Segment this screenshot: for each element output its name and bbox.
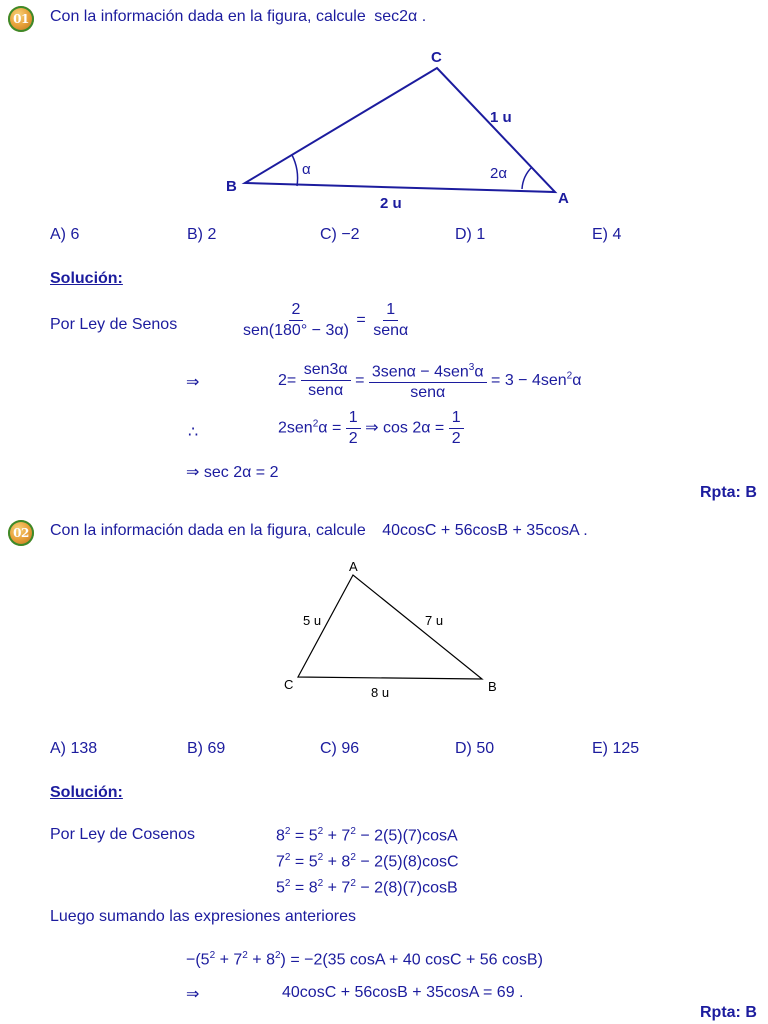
- cosine-equation-1: $8^2 = 5^2 + 7^2 - 2(5)(7)\cos A$: [276, 826, 458, 845]
- vertex-label-c: C: [284, 677, 294, 692]
- option-c[interactable]: C) −2: [320, 226, 360, 243]
- option-b[interactable]: B) 2: [187, 226, 217, 243]
- fraction: $\frac{1}{\text{senα}}$: [373, 301, 409, 339]
- side-label-cb: 8 u: [371, 685, 390, 700]
- problem-number-badge: [8, 520, 34, 546]
- angle-arc-a: [522, 167, 532, 189]
- option-e[interactable]: E) 4: [592, 226, 622, 243]
- answer-label: Rpta: B: [700, 1004, 757, 1021]
- side-label-ca: 1 u: [490, 109, 512, 126]
- therefore-symbol: ∴: [188, 424, 199, 441]
- side-label-ba: 2 u: [380, 195, 402, 212]
- cosine-equation-2: $7^2 = 5^2 + 8^2 - 2(5)(8)\cos C$: [276, 852, 459, 871]
- equation-line-1: $\frac{2}{\text{sen(180° − 3α)}}$ = $\frac{1}{\text{senα}}$: [240, 300, 411, 341]
- vertex-label-a: A: [349, 559, 358, 574]
- vertex-label-b: B: [226, 178, 237, 195]
- option-b[interactable]: B) 69: [187, 740, 226, 757]
- fraction: $\frac{1}{2}$: [449, 408, 464, 449]
- option-a[interactable]: A) 6: [50, 226, 80, 243]
- angle-label-b: α: [302, 161, 311, 178]
- implication-arrow: ⇒: [186, 374, 200, 391]
- answer-label: Rpta: B: [700, 484, 757, 501]
- law-label: Por Ley de Senos: [50, 316, 178, 333]
- option-e[interactable]: E) 125: [592, 740, 640, 757]
- solution-heading: Solución:: [50, 270, 123, 287]
- equation-line-2: 2= $\frac{\text{sen3α}}{\text{senα}}$ = $\frac{3sen\alpha - 4sen^3\alpha}{\text{senα}}$ = 3 − 4sen$^2$α: [278, 358, 581, 403]
- triangle-abc: [298, 575, 482, 679]
- fraction: $\frac{2}{\text{sen(180° − 3α)}}$: [243, 301, 349, 339]
- question-text: Con la información dada en la figura, calcule 40cosC + 56cosB + 35cosA .: [50, 522, 588, 539]
- angle-label-a: 2α: [490, 165, 508, 182]
- triangle-figure-1: [0, 30, 768, 250]
- side-label-ab: 7 u: [425, 613, 444, 628]
- side-label-ca: 5 u: [303, 613, 322, 628]
- problem-number: 02: [13, 526, 29, 540]
- question-text: Con la información dada en la figura, calcule sec2α .: [50, 8, 427, 25]
- vertex-label-b: B: [488, 679, 497, 694]
- angle-arc-b: [292, 155, 298, 186]
- option-c[interactable]: C) 96: [320, 740, 360, 757]
- vertex-label-c: C: [431, 49, 442, 66]
- triangle-abc: [245, 68, 555, 192]
- fraction: $\frac{\text{sen3α}}{\text{senα}}$: [301, 360, 351, 401]
- problem-number-badge: [8, 6, 34, 32]
- sum-equation: $-(5^2 + 7^2 + 8^2) = -2(35$ cosA + 40 cosC + 56 cosB): [186, 950, 543, 969]
- implication-arrow: ⇒: [186, 986, 200, 1003]
- equation-line-3: 2sen$^2$α = $\frac{1}{2}$ ⇒ cos 2α = $\frac{1}{2}$: [278, 408, 464, 449]
- law-label: Por Ley de Cosenos: [50, 826, 195, 843]
- option-d[interactable]: D) 1: [455, 226, 486, 243]
- vertex-label-a: A: [558, 190, 569, 207]
- solution-heading: Solución:: [50, 784, 123, 801]
- then-text: Luego sumando las expresiones anteriores: [50, 908, 356, 925]
- equation-line-4: ⇒ sec 2α = 2: [186, 464, 279, 481]
- fraction: $\frac{1}{2}$: [346, 408, 361, 449]
- result-equation: 40cosC + 56cosB + 35cosA = 69 .: [282, 984, 524, 1001]
- triangle-figure-2: [0, 558, 768, 708]
- option-a[interactable]: A) 138: [50, 740, 98, 757]
- option-d[interactable]: D) 50: [455, 740, 495, 757]
- fraction: $\frac{3sen\alpha - 4sen^3\alpha}{\text{senα}}$: [369, 358, 487, 403]
- cosine-equation-3: $5^2 = 8^2 + 7^2 - 2(8)(7)\cos B$: [276, 878, 458, 897]
- problem-number: 01: [13, 12, 29, 26]
